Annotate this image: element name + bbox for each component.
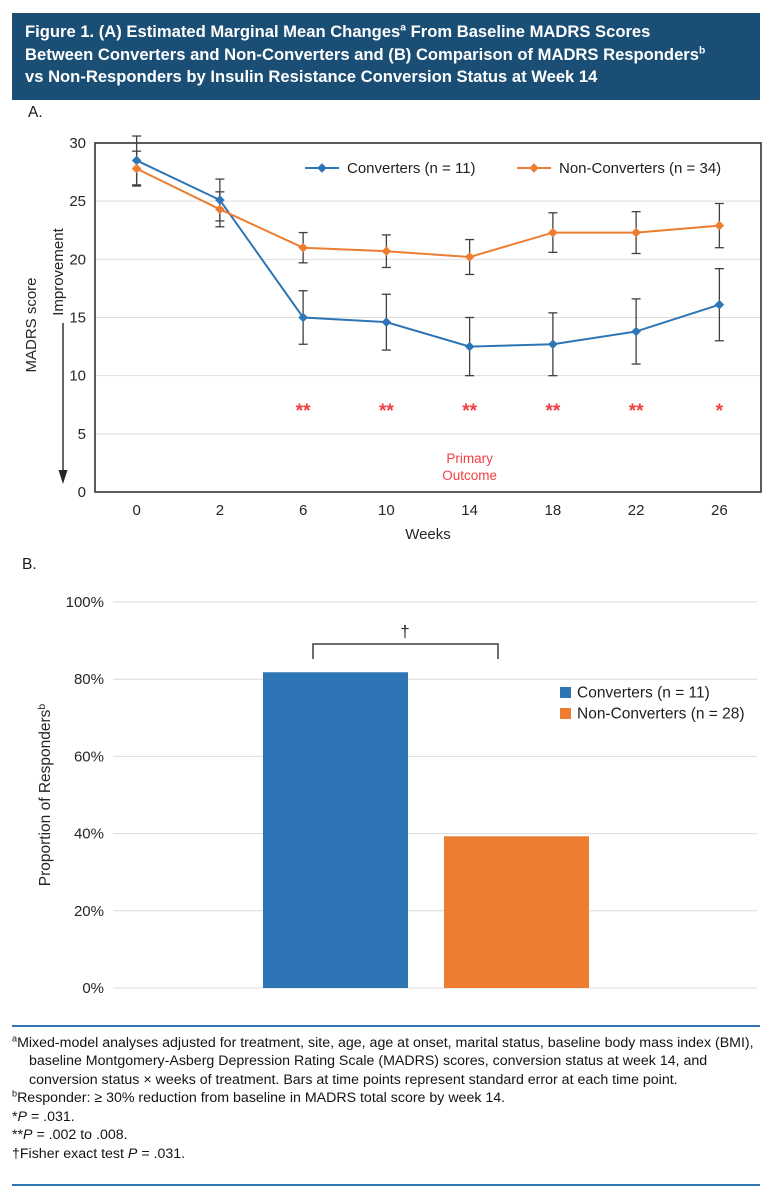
x-tick-label: 6 xyxy=(298,502,308,519)
x-tick-label: 18 xyxy=(544,502,562,519)
data-point-marker xyxy=(465,342,475,352)
footnote-pvalue-single-star: *P = .031. xyxy=(12,1108,75,1125)
y-tick-label: 15 xyxy=(69,309,86,327)
data-point-marker xyxy=(548,228,558,238)
data-point-marker xyxy=(548,339,558,349)
panel-b-label: B. xyxy=(22,556,37,573)
legend-square-swatch xyxy=(560,708,571,719)
improvement-arrow-head xyxy=(59,470,68,484)
legend-square-swatch xyxy=(560,687,571,698)
legend-label: Non-Converters (n = 34) xyxy=(559,160,722,177)
significance-marker: * xyxy=(715,401,724,422)
data-point-marker xyxy=(715,221,725,231)
legend-label: Converters (n = 11) xyxy=(577,684,710,702)
madrs-line-chart xyxy=(0,125,772,545)
y-tick-label: 25 xyxy=(69,193,86,211)
y-axis-title: MADRS score xyxy=(23,277,40,373)
improvement-label: Improvement xyxy=(50,228,67,316)
x-tick-label: 2 xyxy=(215,502,225,519)
x-axis-title: Weeks xyxy=(405,526,451,543)
data-point-marker xyxy=(132,164,142,174)
y-tick-label: 20% xyxy=(73,902,104,920)
legend-diamond-icon xyxy=(529,163,539,173)
legend-label: Converters (n = 11) xyxy=(347,160,476,177)
significance-marker: ** xyxy=(545,401,561,422)
legend-diamond-icon xyxy=(317,163,327,173)
figure-title-line-2: Between Converters and Non-Converters and (B) Comparison of MADRS Responders$^b$ xyxy=(25,44,706,64)
y-tick-label: 0 xyxy=(77,484,86,501)
data-point-marker xyxy=(298,243,308,253)
x-tick-label: 10 xyxy=(378,502,395,519)
primary-outcome-label: Outcome xyxy=(442,468,498,483)
series-line-1 xyxy=(137,169,720,257)
legend-label: Non-Converters (n = 28) xyxy=(577,705,745,723)
footnote-a: $^a$Mixed-model analyses adjusted for treatment, site, age, age at onset, marital status, baseline body mass index (BMI), baseline Montgomery-Asberg Depression Rating Scale (MADRS) scores, conversion status at week 14, and conversion status × weeks of treatment. Bars at time points represent standard error at each time point. xyxy=(12,1033,754,1088)
data-point-marker xyxy=(382,246,392,256)
y-tick-label: 100% xyxy=(65,594,104,611)
responders-bar-chart xyxy=(0,580,772,1023)
y-tick-label: 80% xyxy=(73,671,104,689)
bracket-dagger-label: † xyxy=(400,622,410,641)
significance-marker: ** xyxy=(462,401,478,422)
footnote-b: $^b$Responder: ≥ 30% reduction from baseline in MADRS total score by week 14. xyxy=(12,1088,506,1107)
y-axis-title: Proportion of Responders$^b$ xyxy=(36,703,54,887)
bar-non-converters xyxy=(444,836,589,988)
bottom-rule xyxy=(12,1184,760,1186)
significance-marker: ** xyxy=(295,401,311,422)
panel-a-label: A. xyxy=(28,104,43,121)
y-tick-label: 20 xyxy=(69,251,86,269)
x-tick-label: 26 xyxy=(711,502,728,519)
y-tick-label: 5 xyxy=(77,425,86,443)
figure-title-bar xyxy=(12,13,760,100)
data-point-marker xyxy=(465,252,475,262)
footnote-pvalue-double-star: **P = .002 to .008. xyxy=(12,1127,128,1144)
figure-title-line-1: Figure 1. (A) Estimated Marginal Mean Changes$^a$ From Baseline MADRS Scores xyxy=(25,22,651,41)
significance-marker: ** xyxy=(378,401,394,422)
y-tick-label: 40% xyxy=(73,825,104,843)
y-tick-label: 10 xyxy=(69,367,86,385)
y-tick-label: 60% xyxy=(73,748,104,766)
footnotes-block xyxy=(12,1025,760,1163)
footnote-dagger: †Fisher exact test P = .031. xyxy=(12,1145,186,1162)
y-tick-label: 0% xyxy=(82,980,104,997)
data-point-marker xyxy=(631,228,641,238)
data-point-marker xyxy=(631,327,641,337)
significance-marker: ** xyxy=(628,401,644,422)
y-tick-label: 30 xyxy=(69,135,86,152)
bar-converters xyxy=(263,672,408,988)
significance-bracket xyxy=(313,644,498,659)
x-tick-label: 14 xyxy=(461,502,478,519)
x-tick-label: 0 xyxy=(132,502,141,519)
data-point-marker xyxy=(382,317,392,327)
primary-outcome-label: Primary xyxy=(446,451,493,466)
data-point-marker xyxy=(715,300,725,310)
x-tick-label: 22 xyxy=(627,502,645,519)
figure-title-line-3: vs Non-Responders by Insulin Resistance Conversion Status at Week 14 xyxy=(25,67,598,87)
